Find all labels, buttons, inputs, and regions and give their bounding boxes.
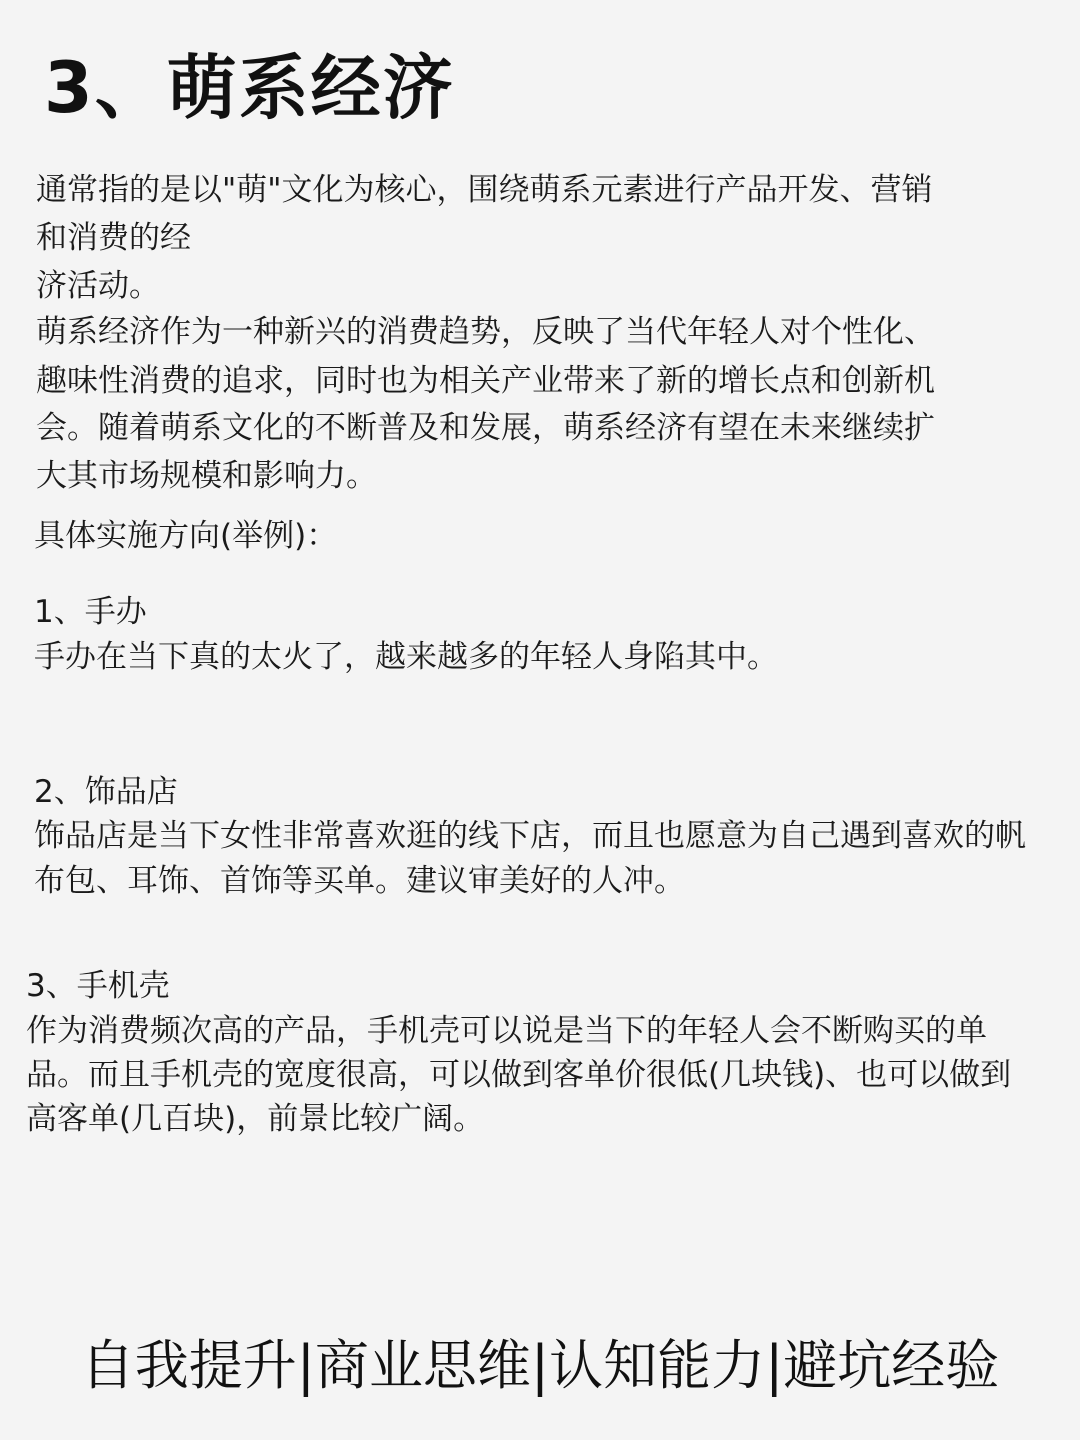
intro-line-5: 趣味性消费的追求，同时也为相关产业带来了新的增长点和创新机 bbox=[36, 363, 935, 399]
item-3-heading: 3、手机壳 bbox=[26, 968, 170, 1004]
item-2-text-line-2: 布包、耳饰、首饰等买单。建议审美好的人冲。 bbox=[34, 863, 685, 899]
item-1-heading: 1、手办 bbox=[34, 594, 147, 630]
item-3-text-line-2: 品。而且手机壳的宽度很高，可以做到客单价很低(几块钱)、也可以做到 bbox=[26, 1057, 1012, 1093]
item-2-heading: 2、饰品店 bbox=[34, 774, 178, 810]
intro-line-2: 和消费的经 bbox=[36, 220, 191, 256]
item-3-text-line-3: 高客单(几百块)，前景比较广阔。 bbox=[26, 1101, 485, 1137]
intro-line-1: 通常指的是以"萌"文化为核心，围绕萌系元素进行产品开发、营销 bbox=[36, 172, 933, 208]
intro-line-6: 会。随着萌系文化的不断普及和发展，萌系经济有望在未来继续扩 bbox=[36, 410, 935, 446]
intro-line-4: 萌系经济作为一种新兴的消费趋势，反映了当代年轻人对个性化、 bbox=[36, 314, 935, 350]
intro-line-3: 济活动。 bbox=[36, 268, 160, 304]
examples-heading: 具体实施方向(举例)： bbox=[34, 518, 338, 554]
intro-line-7: 大其市场规模和影响力。 bbox=[36, 458, 377, 494]
item-3-text-line-1: 作为消费频次高的产品，手机壳可以说是当下的年轻人会不断购买的单 bbox=[26, 1013, 987, 1049]
item-2-text-line-1: 饰品店是当下女性非常喜欢逛的线下店，而且也愿意为自己遇到喜欢的帆 bbox=[34, 818, 1026, 854]
footer-tagline: 自我提升|商业思维|认知能力|避坑经验 bbox=[80, 1334, 1000, 1397]
page-title: 3、萌系经济 bbox=[44, 47, 455, 129]
item-1-text: 手办在当下真的太火了，越来越多的年轻人身陷其中。 bbox=[34, 639, 778, 675]
